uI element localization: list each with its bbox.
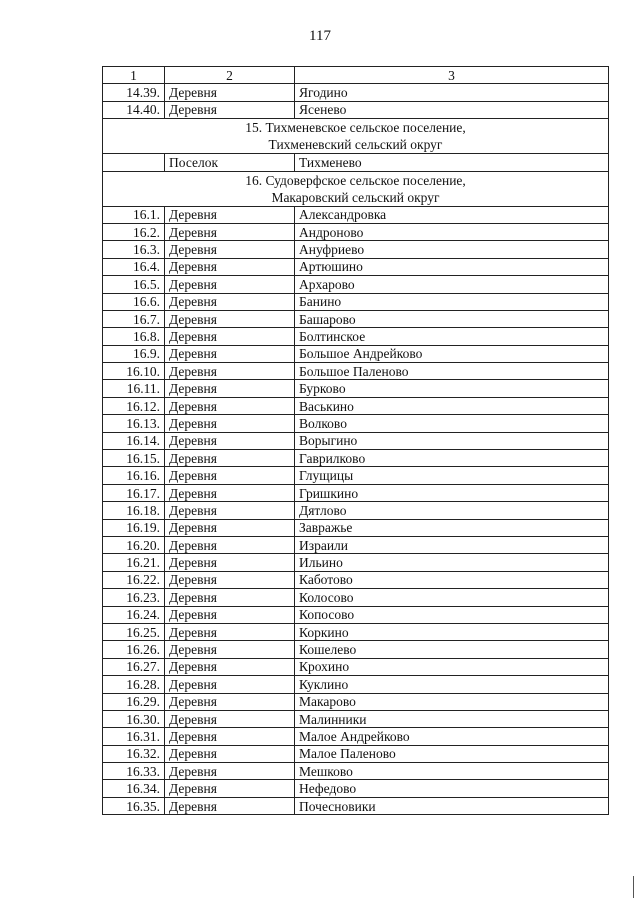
settlement-name: Большое Андрейково [295, 345, 609, 362]
table-row [103, 397, 609, 414]
row-number: 16.12. [103, 397, 165, 414]
row-number: 16.13. [103, 415, 165, 432]
settlement-name: Андроново [295, 223, 609, 240]
row-number: 16.17. [103, 484, 165, 501]
settlement-type: Деревня [165, 797, 295, 814]
settlement-type: Деревня [165, 658, 295, 675]
section-heading-row [103, 171, 609, 206]
settlement-name: Копосово [295, 606, 609, 623]
settlement-type: Деревня [165, 363, 295, 380]
settlement-name: Дятлово [295, 502, 609, 519]
settlement-name: Каботово [295, 571, 609, 588]
column-header-1: 1 [103, 67, 165, 84]
row-number: 16.20. [103, 536, 165, 553]
settlement-type: Деревня [165, 623, 295, 640]
row-number: 14.39. [103, 84, 165, 101]
table-row [103, 432, 609, 449]
table-row [103, 380, 609, 397]
section-heading-line: Макаровский сельский округ [271, 189, 440, 205]
settlement-name: Васькино [295, 397, 609, 414]
settlement-name: Куклино [295, 676, 609, 693]
section-heading [103, 119, 609, 154]
column-header-3: 3 [295, 67, 609, 84]
row-number: 16.19. [103, 519, 165, 536]
settlement-name: Болтинское [295, 328, 609, 345]
settlement-name: Ягодино [295, 84, 609, 101]
settlement-type: Деревня [165, 606, 295, 623]
settlement-type: Деревня [165, 484, 295, 501]
row-number: 16.22. [103, 571, 165, 588]
row-number: 16.26. [103, 641, 165, 658]
table-row [103, 310, 609, 327]
settlement-name: Артюшино [295, 258, 609, 275]
section-heading [103, 171, 609, 206]
settlement-type: Деревня [165, 763, 295, 780]
settlement-type: Деревня [165, 101, 295, 118]
row-number: 16.31. [103, 728, 165, 745]
settlement-name: Банино [295, 293, 609, 310]
table-row [103, 223, 609, 240]
table-row [103, 415, 609, 432]
table-row [103, 293, 609, 310]
table-row [103, 536, 609, 553]
settlement-name: Малое Андрейково [295, 728, 609, 745]
settlement-type: Деревня [165, 728, 295, 745]
row-number: 14.40. [103, 101, 165, 118]
table-row [103, 484, 609, 501]
row-number: 16.25. [103, 623, 165, 640]
table-row [103, 519, 609, 536]
row-number: 16.1. [103, 206, 165, 223]
row-number: 16.21. [103, 554, 165, 571]
settlement-type: Деревня [165, 641, 295, 658]
settlement-name: Ануфриево [295, 241, 609, 258]
settlement-type: Деревня [165, 693, 295, 710]
table-row [103, 623, 609, 640]
settlement-type: Деревня [165, 450, 295, 467]
settlement-type: Деревня [165, 554, 295, 571]
settlement-type: Деревня [165, 293, 295, 310]
settlement-type: Деревня [165, 310, 295, 327]
row-number: 16.33. [103, 763, 165, 780]
row-number [103, 154, 165, 171]
table-row [103, 676, 609, 693]
settlement-type: Деревня [165, 502, 295, 519]
settlement-type: Деревня [165, 519, 295, 536]
row-number: 16.18. [103, 502, 165, 519]
settlement-name: Кошелево [295, 641, 609, 658]
settlement-name: Архарово [295, 276, 609, 293]
row-number: 16.10. [103, 363, 165, 380]
row-number: 16.30. [103, 710, 165, 727]
column-header-2: 2 [165, 67, 295, 84]
settlement-name: Колосово [295, 589, 609, 606]
table-row [103, 728, 609, 745]
settlement-type: Деревня [165, 536, 295, 553]
section-heading-row [103, 119, 609, 154]
table-row [103, 450, 609, 467]
settlement-name: Бурково [295, 380, 609, 397]
table-row [103, 658, 609, 675]
row-number: 16.11. [103, 380, 165, 397]
table-row [103, 467, 609, 484]
settlement-name: Гаврилково [295, 450, 609, 467]
settlement-type: Деревня [165, 328, 295, 345]
settlement-name: Мешково [295, 763, 609, 780]
table-row [103, 571, 609, 588]
table-row [103, 606, 609, 623]
settlement-type: Деревня [165, 589, 295, 606]
settlement-type: Деревня [165, 676, 295, 693]
row-number: 16.8. [103, 328, 165, 345]
table-row [103, 258, 609, 275]
settlement-type: Деревня [165, 223, 295, 240]
settlement-type: Деревня [165, 380, 295, 397]
settlement-type: Деревня [165, 241, 295, 258]
table-row [103, 101, 609, 118]
settlement-type: Деревня [165, 710, 295, 727]
row-number: 16.34. [103, 780, 165, 797]
table-row [103, 710, 609, 727]
table-row [103, 797, 609, 814]
settlement-type: Деревня [165, 345, 295, 362]
settlement-name: Израили [295, 536, 609, 553]
table-row [103, 589, 609, 606]
table-row [103, 154, 609, 171]
settlement-name: Малое Паленово [295, 745, 609, 762]
page-number: 117 [309, 28, 331, 44]
settlement-type: Деревня [165, 571, 295, 588]
row-number: 16.32. [103, 745, 165, 762]
settlement-type: Деревня [165, 432, 295, 449]
settlement-name: Ильино [295, 554, 609, 571]
settlement-type: Деревня [165, 745, 295, 762]
table-row [103, 763, 609, 780]
settlement-type: Деревня [165, 397, 295, 414]
table-row [103, 363, 609, 380]
row-number: 16.24. [103, 606, 165, 623]
settlement-name: Большое Паленово [295, 363, 609, 380]
row-number: 16.15. [103, 450, 165, 467]
section-heading-line: Тихменевский сельский округ [268, 137, 443, 153]
settlement-type: Поселок [165, 154, 295, 171]
settlement-type: Деревня [165, 467, 295, 484]
table-header-row [103, 67, 609, 84]
row-number: 16.5. [103, 276, 165, 293]
settlement-type: Деревня [165, 84, 295, 101]
row-number: 16.27. [103, 658, 165, 675]
settlement-name: Ясенево [295, 101, 609, 118]
settlement-name: Ворыгино [295, 432, 609, 449]
row-number: 16.23. [103, 589, 165, 606]
table-row [103, 693, 609, 710]
settlement-name: Гришкино [295, 484, 609, 501]
row-number: 16.28. [103, 676, 165, 693]
settlement-name: Завражье [295, 519, 609, 536]
settlement-name: Тихменево [295, 154, 609, 171]
settlement-name: Александровка [295, 206, 609, 223]
row-number: 16.3. [103, 241, 165, 258]
table-row [103, 241, 609, 258]
row-number: 16.14. [103, 432, 165, 449]
section-heading-line: 15. Тихменевское сельское поселение, [245, 120, 466, 136]
row-number: 16.9. [103, 345, 165, 362]
table-row [103, 328, 609, 345]
table-row [103, 206, 609, 223]
table-row [103, 276, 609, 293]
settlement-name: Коркино [295, 623, 609, 640]
row-number: 16.35. [103, 797, 165, 814]
settlements-table [102, 66, 609, 815]
row-number: 16.2. [103, 223, 165, 240]
settlement-type: Деревня [165, 258, 295, 275]
settlement-type: Деревня [165, 415, 295, 432]
row-number: 16.29. [103, 693, 165, 710]
settlement-name: Крохино [295, 658, 609, 675]
row-number: 16.16. [103, 467, 165, 484]
settlement-name: Глущицы [295, 467, 609, 484]
settlement-type: Деревня [165, 276, 295, 293]
settlement-name: Почесновики [295, 797, 609, 814]
settlement-name: Нефедово [295, 780, 609, 797]
row-number: 16.4. [103, 258, 165, 275]
table-row [103, 84, 609, 101]
table-row [103, 345, 609, 362]
settlement-name: Малинники [295, 710, 609, 727]
row-number: 16.6. [103, 293, 165, 310]
settlement-name: Волково [295, 415, 609, 432]
table-row [103, 780, 609, 797]
settlement-type: Деревня [165, 206, 295, 223]
table-row [103, 745, 609, 762]
settlement-name: Макарово [295, 693, 609, 710]
table-row [103, 641, 609, 658]
table-row [103, 554, 609, 571]
section-heading-line: 16. Судоверфское сельское поселение, [245, 172, 466, 188]
settlement-type: Деревня [165, 780, 295, 797]
margin-mark [633, 876, 634, 898]
table-row [103, 502, 609, 519]
row-number: 16.7. [103, 310, 165, 327]
settlement-name: Башарово [295, 310, 609, 327]
